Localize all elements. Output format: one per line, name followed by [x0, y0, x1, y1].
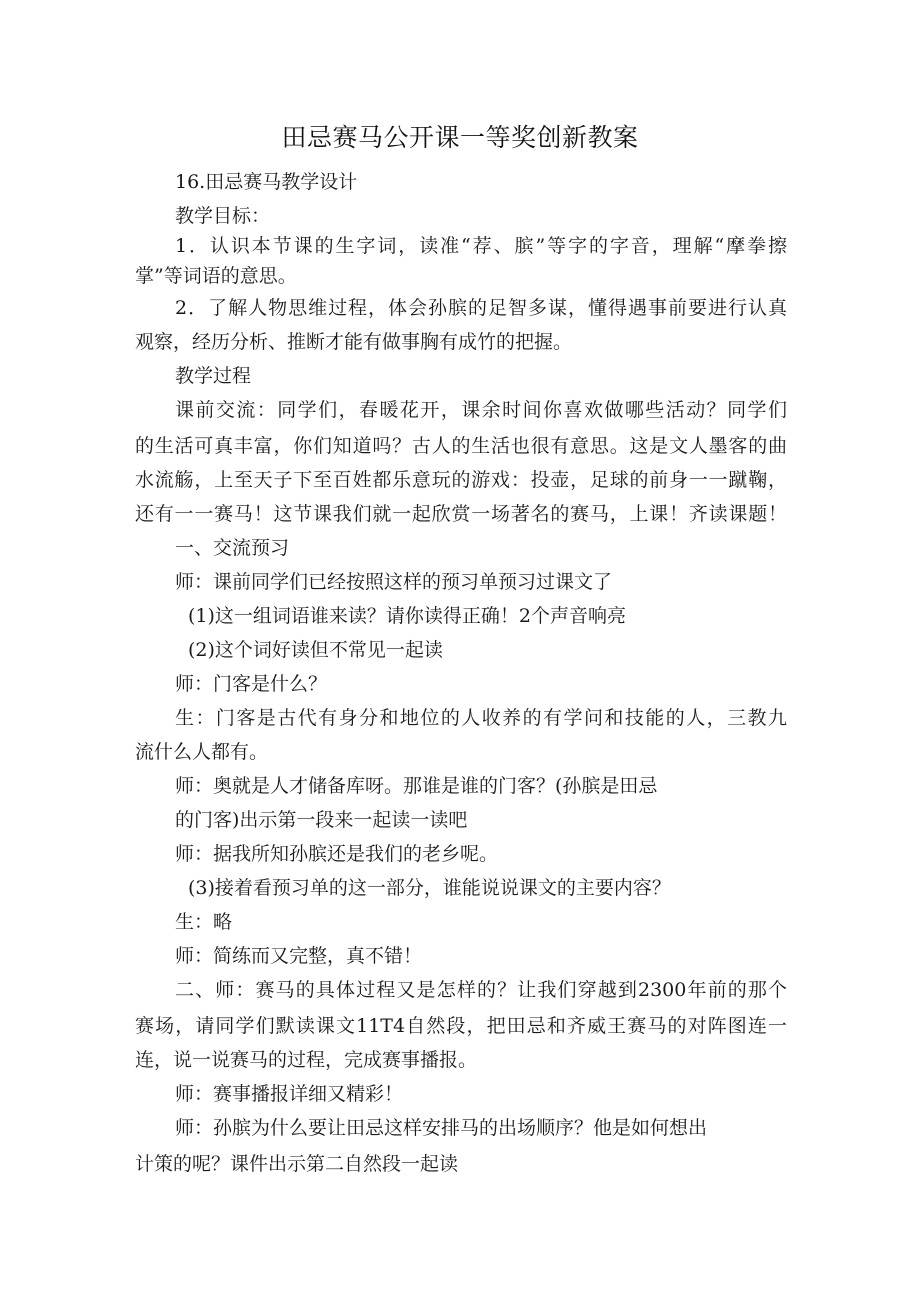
paragraph-line: 师：赛事播报详细又精彩！ — [175, 1083, 404, 1105]
paragraph-line: 计策的呢？课件出示第二自然段一起读 — [135, 1153, 459, 1175]
paragraph-line: 生：略 — [175, 911, 233, 933]
section-heading: 一、交流预习 — [175, 537, 290, 559]
paragraph-line: 赛场，请同学们默读课文11T4自然段，把田忌和齐威王赛马的对阵图连一 — [135, 1015, 787, 1037]
paragraph-line: 课前交流：同学们，春暖花开，课余时间你喜欢做哪些活动？同学们 — [175, 399, 787, 421]
list-item: (1)这一组词语谁来读？请你读得正确！2个声音响亮 — [188, 605, 627, 627]
goals-heading: 教学目标： — [175, 205, 271, 227]
paragraph-line: 生：门客是古代有身分和地位的人收养的有学问和技能的人，三教九 — [175, 707, 787, 729]
list-item: (2)这个词好读但不常见一起读 — [188, 639, 443, 661]
paragraph-line: 观察，经历分析、推断才能有做事胸有成竹的把握。 — [135, 331, 573, 353]
paragraph-line: 二、师：赛马的具体过程又是怎样的？让我们穿越到2300年前的那个 — [175, 979, 787, 1001]
paragraph-line: 师：简练而又完整，真不错！ — [175, 945, 423, 967]
paragraph-line: 师：课前同学们已经按照这样的预习单预习过课文了 — [175, 571, 613, 593]
document-title: 田忌赛马公开课一等奖创新教案 — [281, 123, 639, 152]
paragraph-line: 1．认识本节课的生字词，读准“荐、膑”等字的字音，理解“摩拳擦 — [175, 235, 787, 257]
paragraph-line: 的门客)出示第一段来一起读一读吧 — [175, 809, 468, 831]
paragraph-line: 师：孙膑为什么要让田忌这样安排马的出场顺序？他是如何想出 — [175, 1117, 708, 1139]
paragraph-line: 掌”等词语的意思。 — [135, 265, 297, 287]
paragraph-line: 师：据我所知孙膑还是我们的老乡呢。 — [175, 843, 499, 865]
paragraph-line: 师：奥就是人才储备库呀。那谁是谁的门客？(孙膑是田忌 — [175, 775, 658, 797]
paragraph-line: 流什么人都有。 — [135, 741, 269, 763]
process-heading: 教学过程 — [175, 365, 252, 387]
paragraph-line: 2．了解人物思维过程，体会孙膑的足智多谋，懂得遇事前要进行认真 — [175, 297, 787, 319]
paragraph-line: 水流觞，上至天子下至百姓都乐意玩的游戏：投壶，足球的前身一一蹴鞠， — [135, 469, 787, 491]
lesson-heading: 16.田忌赛马教学设计 — [175, 171, 358, 193]
paragraph-line: 的生活可真丰富，你们知道吗？古人的生活也很有意思。这是文人墨客的曲 — [135, 435, 787, 457]
paragraph-line: 连，说一说赛马的过程，完成赛事播报。 — [135, 1049, 478, 1071]
paragraph-line: 还有一一赛马！这节课我们就一起欣赏一场著名的赛马，上课！齐读课题！ — [135, 503, 787, 525]
list-item: (3)接着看预习单的这一部分，谁能说说课文的主要内容？ — [188, 877, 671, 899]
paragraph-line: 师：门客是什么？ — [175, 673, 328, 695]
